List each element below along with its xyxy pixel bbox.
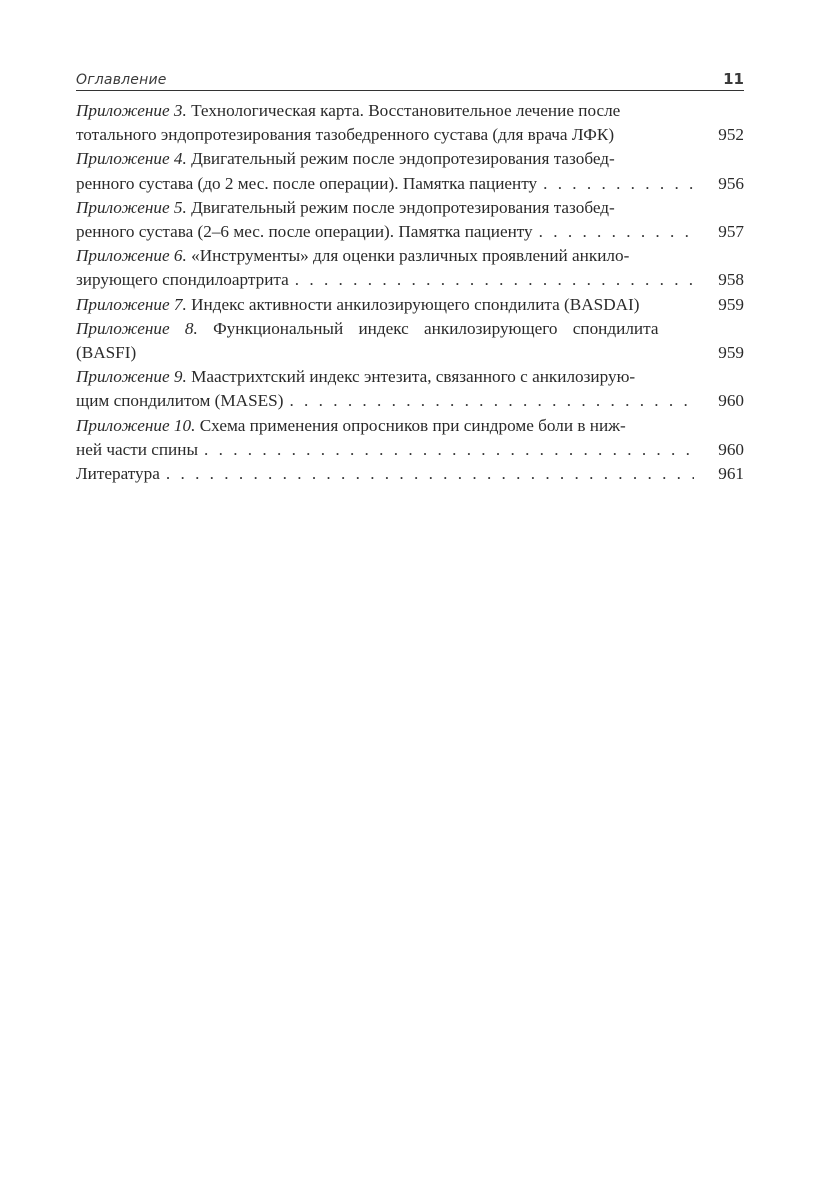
running-header [76, 66, 744, 91]
toc-entry-title-part: ней части спины [76, 439, 198, 459]
toc-entry-line [76, 147, 698, 171]
toc-entry-text [76, 462, 698, 486]
toc-entry-page: 959 [718, 294, 744, 314]
toc-entry-label: Приложение 5. [76, 197, 187, 217]
toc-entry-title-part: «Инструменты» для оценки различных проявлений анкило- [191, 246, 630, 266]
toc-entry-line [76, 123, 698, 147]
toc-entry-line [76, 268, 698, 292]
header-page-number: 11 [723, 70, 744, 88]
toc-entry-label: Приложение 4. [76, 149, 187, 169]
toc-entry-page: 952 [718, 125, 744, 145]
dot-leader [166, 462, 694, 486]
toc-entry-label: Приложение 6. [76, 246, 187, 266]
toc-entry-line [76, 365, 698, 389]
toc-entry-label: Приложение 3. [76, 101, 187, 120]
toc-entry-text [76, 147, 698, 195]
toc-entry-title-part: тотального эндопротезирования тазобедренного сустава (для врача ЛФК) [76, 125, 615, 145]
toc-entry-line [76, 244, 698, 268]
toc-entry-title-part: щим спондилитом (MASES) [76, 391, 284, 411]
toc-entry-line [76, 293, 698, 317]
dot-leader [289, 389, 694, 413]
toc-entry-label: Приложение 10. [76, 415, 196, 435]
toc-entry-title-part: Литература [76, 464, 160, 484]
toc-entry[interactable] [76, 365, 744, 413]
toc-entry-text [76, 365, 698, 413]
toc-entry-page: 961 [718, 464, 744, 484]
toc-entry[interactable] [76, 244, 744, 292]
toc-entry[interactable] [76, 147, 744, 195]
header-title: Оглавление [76, 72, 167, 88]
toc-entry-text [76, 414, 698, 462]
toc-entry-line [76, 414, 698, 438]
toc-entry-title-part: Технологическая карта. Восстановительное лечение после [191, 101, 621, 120]
toc-entry-line [76, 462, 698, 486]
toc-entry-page: 960 [718, 439, 744, 459]
toc-entry-references[interactable] [76, 462, 744, 486]
toc-entry-line [76, 389, 698, 413]
toc-entry-title-part: Индекс активности анкилозирующего спондилита (BASDAI) [191, 294, 640, 314]
toc-entry-title-part: Двигательный режим после эндопротезирования тазобед- [191, 149, 615, 169]
toc-entry-title-part: ренного сустава (2–6 мес. после операции). Памятка пациенту [76, 222, 533, 242]
toc-entry-line [76, 438, 698, 462]
toc-entry-label: Приложение 8. [76, 318, 198, 338]
document-page [76, 66, 744, 486]
toc-entry[interactable] [76, 293, 744, 317]
toc-entry-line [76, 317, 698, 341]
toc-entry-label: Приложение 7. [76, 294, 187, 314]
toc-entry-text [76, 196, 698, 244]
toc-entry-title-part: (BASFI) [76, 343, 137, 363]
toc-entry-title-part: Схема применения опросников при синдроме боли в ниж- [199, 415, 626, 435]
dot-leader [539, 220, 694, 244]
toc-entry-title-part: Маастрихтский индекс энтезита, связанного с анкилозирую- [191, 367, 636, 387]
toc-entry-title-part: Двигательный режим после эндопротезирования тазобед- [191, 197, 615, 217]
toc-entry-line [76, 172, 698, 196]
toc-entry-page: 959 [718, 343, 744, 363]
toc-entry-text [76, 293, 698, 317]
toc-entry[interactable] [76, 99, 744, 147]
toc-entry-label: Приложение 9. [76, 367, 187, 387]
toc-entry-title-part: зирующего спондилоартрита [76, 270, 289, 290]
toc-entry[interactable] [76, 414, 744, 462]
toc-entry-line [76, 220, 698, 244]
toc-entry-title-part: ренного сустава (до 2 мес. после операции). Памятка пациенту [76, 173, 538, 193]
toc-entry-page: 958 [718, 270, 744, 290]
toc-entry-text [76, 244, 698, 292]
toc-entry-page: 957 [718, 222, 744, 242]
toc-entry-page: 956 [718, 173, 744, 193]
dot-leader [295, 268, 694, 292]
toc-entry-line [76, 196, 698, 220]
toc-entry-line [76, 341, 698, 365]
toc-entry[interactable] [76, 196, 744, 244]
toc-entry-page: 960 [718, 391, 744, 411]
table-of-contents [76, 99, 744, 486]
dot-leader [543, 172, 694, 196]
toc-entry-line [76, 99, 698, 123]
toc-entry-title-part: Функциональный индекс анкилозирующего спондилита [213, 318, 659, 338]
toc-entry-text [76, 317, 698, 365]
toc-entry[interactable] [76, 317, 744, 365]
toc-entry-text [76, 99, 698, 147]
dot-leader [204, 438, 694, 462]
